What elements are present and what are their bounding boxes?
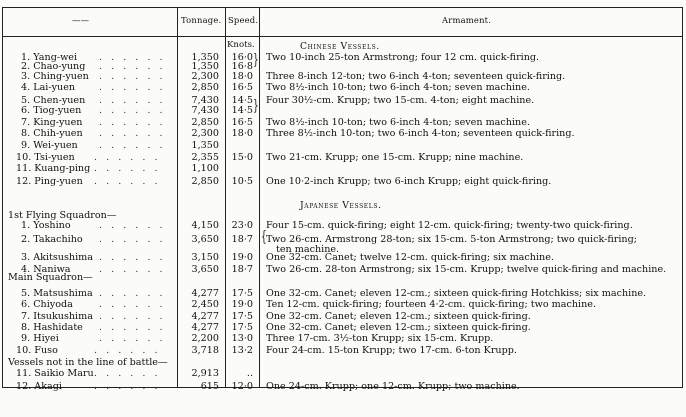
leader-dots: . . . . . . — [99, 117, 166, 128]
tonnage-value: 2,850 — [191, 117, 219, 128]
speed-value: 10·5 — [231, 176, 253, 187]
tonnage-value: 2,850 — [191, 176, 219, 187]
vessel-name: 7. King-yuen — [21, 117, 83, 128]
speed-value: 14·5 — [231, 105, 253, 116]
armament-value: Four 30½-cm. Krupp; two 15-cm. 4-ton; eight machine. — [266, 95, 535, 106]
tonnage-value: 1,350 — [191, 61, 219, 72]
speed-value: 18·7 — [231, 234, 253, 245]
armament-value: Two 21-cm. Krupp; one 15-cm. Krupp; nine machine. — [266, 152, 524, 163]
vessel-name: 12. Akagi — [16, 381, 62, 392]
armament-value-cont: ten machine. — [276, 244, 340, 255]
vessel-name: 2. Takachiho — [21, 234, 83, 245]
chinese-section-title: Chinese Vessels. — [300, 41, 380, 52]
tonnage-value: 4,150 — [191, 220, 219, 231]
tonnage-value: 4,277 — [191, 288, 219, 299]
tonnage-value: 2,850 — [191, 82, 219, 93]
brace: } — [253, 50, 259, 68]
tonnage-value: 3,650 — [191, 264, 219, 275]
armament-value: Ten 12-cm. quick-firing; fourteen 4·2-cm. quick-firing; two machine. — [266, 299, 597, 310]
vessel-name: 6. Tiog-yuen — [21, 105, 82, 116]
leader-dots: . . . . . . — [99, 322, 166, 333]
vessel-name: 5. Matsushima — [21, 288, 93, 299]
vessel-name: 12. Ping-yuen — [16, 176, 83, 187]
leader-dots: . . . . . . — [99, 82, 166, 93]
tonnage-value: 7,430 — [191, 95, 219, 106]
speed-value: 16·8 — [231, 61, 253, 72]
speed-value: 13·2 — [231, 345, 253, 356]
speed-value: 13·0 — [231, 333, 253, 344]
speed-value: .. — [246, 368, 253, 379]
first-squadron-label: 1st Flying Squadron— — [8, 210, 117, 221]
vessel-name: 2. Chao-yung — [21, 61, 86, 72]
armament-value: One 32-cm. Canet; eleven 12-cm.; sixteen quick-firing Hotchkiss; six machine. — [266, 288, 647, 299]
leader-dots: . . . . . . — [94, 345, 161, 356]
vessel-name: 8. Hashidate — [21, 322, 83, 333]
brace: { — [261, 227, 267, 245]
armament-value: Four 24-cm. 15-ton Krupp; two 17-cm. 6-ton Krupp. — [266, 345, 517, 356]
speed-value: 23·0 — [231, 220, 253, 231]
speed-value: 18·7 — [231, 264, 253, 275]
vessel-name: 10. Fuso — [16, 345, 58, 356]
vessel-name: 3. Akitsushima — [21, 252, 93, 263]
tonnage-value: 1,350 — [191, 140, 219, 151]
leader-dots: . . . . . . — [94, 163, 161, 174]
tonnage-value: 2,450 — [191, 299, 219, 310]
leader-dots: . . . . . . — [99, 252, 166, 263]
armament-value: Three 17-cm. 3½-ton Krupp; six 15-cm. Krupp. — [266, 333, 494, 344]
speed-value: 19·0 — [231, 252, 253, 263]
knots-label: Knots. — [227, 40, 255, 50]
speed-value: 18·0 — [231, 71, 253, 82]
leader-dots: . . . . . . — [99, 234, 166, 245]
vessel-name: 11. Saikio Maru — [16, 368, 94, 379]
tonnage-value: 4,277 — [191, 311, 219, 322]
vessel-name: 3. Ching-yuen — [21, 71, 89, 82]
vessel-name: 7. Itsukushima — [21, 311, 93, 322]
vessel-name: 11. Kuang-ping — [16, 163, 91, 174]
speed-value: 17·5 — [231, 288, 253, 299]
leader-dots: . . . . . . — [99, 264, 166, 275]
armament-value: Three 8-inch 12-ton; two 6-inch 4-ton; seventeen quick-firing. — [266, 71, 566, 82]
vessel-name: 4. Naniwa — [21, 264, 71, 275]
leader-dots: . . . . . . — [94, 368, 161, 379]
armament-value: One 32-cm. Canet; eleven 12-cm.; sixteen quick-firing. — [266, 311, 531, 322]
leader-dots: . . . . . . — [99, 220, 166, 231]
leader-dots: . . . . . . — [99, 333, 166, 344]
vessel-name: 1. Yang-wei — [21, 52, 78, 63]
leader-dots: . . . . . . — [99, 61, 166, 72]
column-rule — [259, 7, 260, 388]
tonnage-value: 7,430 — [191, 105, 219, 116]
tonnage-value: 2,200 — [191, 333, 219, 344]
speed-value: 16·0 — [231, 52, 253, 63]
tonnage-value: 2,300 — [191, 128, 219, 139]
tonnage-value: 2,913 — [191, 368, 219, 379]
armament-value: Two 10-inch 25-ton Armstrong; four 12 cm. quick-firing. — [266, 52, 540, 63]
speed-value: 16·5 — [231, 117, 253, 128]
japanese-section-title: Japanese Vessels. — [300, 200, 382, 211]
vessel-name: 9. Wei-yuen — [21, 140, 78, 151]
leader-dots: . . . . . . — [94, 152, 161, 163]
armament-value: One 32-cm. Canet; eleven 12-cm.; sixteen quick-firing. — [266, 322, 531, 333]
header-speed: Speed. — [228, 15, 259, 25]
header-tonnage: Tonnage. — [181, 15, 222, 25]
armament-value: One 10·2-inch Krupp; two 6-inch Krupp; eight quick-firing. — [266, 176, 552, 187]
speed-value: 19·0 — [231, 299, 253, 310]
vessel-name: 1. Yoshino — [21, 220, 71, 231]
tonnage-value: 1,100 — [191, 163, 219, 174]
speed-value: 12·0 — [231, 381, 253, 392]
speed-value: 14·5 — [231, 95, 253, 106]
vessel-name: 10. Tsi-yuen — [16, 152, 75, 163]
leader-dots: . . . . . . — [94, 176, 161, 187]
armament-value: One 24-cm. Krupp; one 12-cm. Krupp; two machine. — [266, 381, 520, 392]
armament-value: Two 8½-inch 10-ton; two 6-inch 4-ton; seven machine. — [266, 117, 530, 128]
not-in-line-label: Vessels not in the line of battle— — [8, 357, 168, 368]
leader-dots: . . . . . . — [99, 128, 166, 139]
tonnage-value: 2,300 — [191, 71, 219, 82]
header-col1: —— — [72, 15, 90, 25]
vessel-name: 5. Chen-yuen — [21, 95, 86, 106]
speed-value: 16·5 — [231, 82, 253, 93]
leader-dots: . . . . . . — [99, 71, 166, 82]
speed-value: 18·0 — [231, 128, 253, 139]
armament-value: Two 26-cm. 28-ton Armstrong; six 15-cm. Krupp; twelve quick-firing and machine. — [266, 264, 667, 275]
vessel-name: 6. Chiyoda — [21, 299, 73, 310]
column-rule — [177, 7, 178, 388]
vessel-name: 4. Lai-yuen — [21, 82, 76, 93]
armament-value: One 32-cm. Canet; twelve 12-cm. quick-firing; six machine. — [266, 252, 554, 263]
tonnage-value: 1,350 — [191, 52, 219, 63]
leader-dots: . . . . . . — [99, 52, 166, 63]
tonnage-value: 4,277 — [191, 322, 219, 333]
vessel-name: 8. Chih-yuen — [21, 128, 83, 139]
speed-value: 17·5 — [231, 311, 253, 322]
tonnage-value: 615 — [200, 381, 219, 392]
armament-value: Two 8½-inch 10-ton; two 6-inch 4-ton; seven machine. — [266, 82, 530, 93]
leader-dots: . . . . . . — [99, 288, 166, 299]
armament-value: Three 8½-inch 10-ton; two 6-inch 4-ton; seventeen quick-firing. — [266, 128, 575, 139]
tonnage-value: 2,355 — [191, 152, 219, 163]
brace: } — [253, 96, 259, 114]
header-armament: Armament. — [442, 15, 492, 25]
tonnage-value: 3,150 — [191, 252, 219, 263]
speed-value: 15·0 — [231, 152, 253, 163]
leader-dots: . . . . . . — [99, 95, 166, 106]
leader-dots: . . . . . . — [99, 311, 166, 322]
leader-dots: . . . . . . — [99, 299, 166, 310]
armament-value: Two 26-cm. Armstrong 28-ton; six 15-cm. 5-ton Armstrong; two quick-firing; — [266, 234, 637, 245]
leader-dots: . . . . . . — [99, 105, 166, 116]
leader-dots: . . . . . . — [99, 140, 166, 151]
speed-value: 17·5 — [231, 322, 253, 333]
leader-dots: . . . . . . — [94, 381, 161, 392]
main-squadron-label: Main Squadron— — [8, 272, 93, 283]
header-rule — [2, 36, 683, 37]
tonnage-value: 3,650 — [191, 234, 219, 245]
vessel-name: 9. Hiyei — [21, 333, 59, 344]
armament-value: Four 15-cm. quick-firing; eight 12-cm. quick-firing; twenty-two quick-firing. — [266, 220, 633, 231]
tonnage-value: 3,718 — [191, 345, 219, 356]
